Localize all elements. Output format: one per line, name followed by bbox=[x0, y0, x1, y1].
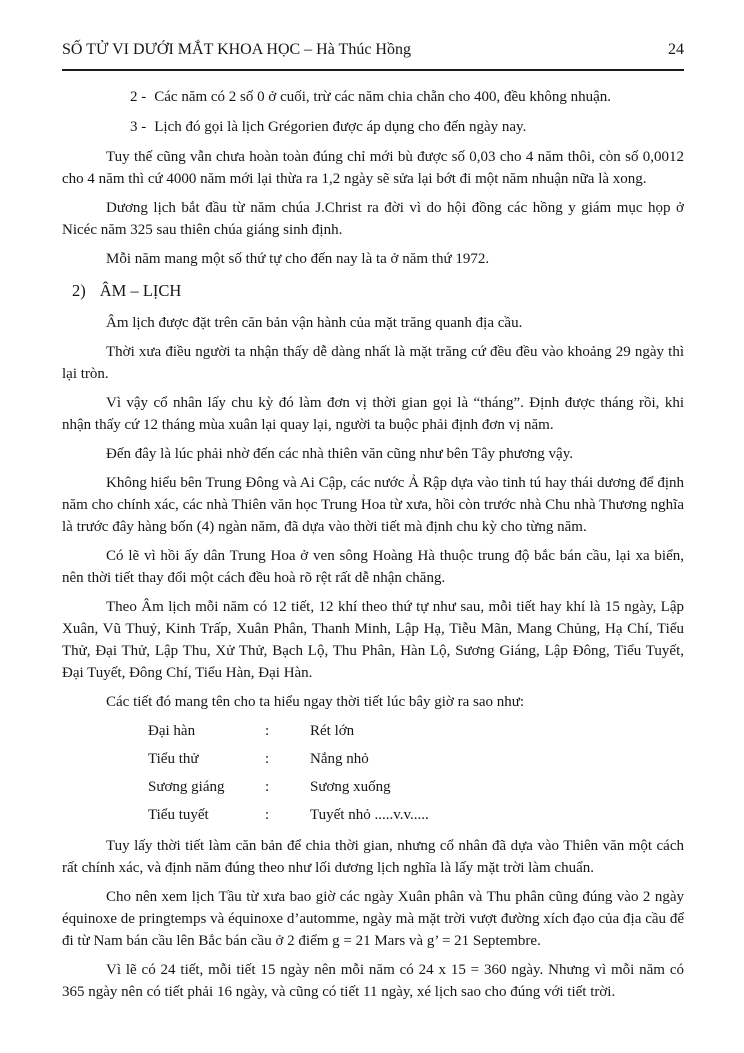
paragraph: Tuy lấy thời tiết làm căn bản để chia thời gian, nhưng cổ nhân đã dựa vào Thiên văn một cách rất chính xác, và định năm đúng theo như lối dương lịch nghĩa là lấy mặt trời làm chuẩn. bbox=[62, 838, 684, 876]
term-label: Sương giáng bbox=[148, 779, 225, 795]
paragraph: Vì vậy cổ nhân lấy chu kỳ đó làm đơn vị thời gian gọi là “tháng”. Định được tháng rồi, khi nhận thấy cứ 12 tháng mùa xuân lại quay lại, người ta buộc phải định đơn vị năm. bbox=[62, 395, 684, 433]
paragraph: Có lẽ vì hồi ấy dân Trung Hoa ở ven sông Hoàng Hà thuộc trung độ bắc bán cầu, lại xa biển, nên thời tiết thay đổi một cách đều hoà rõ rệt rất dễ nhận chăng. bbox=[62, 548, 684, 586]
colon-separator: : bbox=[265, 751, 270, 767]
term-label: Tiểu thử bbox=[148, 751, 199, 767]
term-label: Đại hàn bbox=[148, 723, 196, 739]
term-definition-list bbox=[148, 720, 684, 826]
section-number: 2) bbox=[72, 281, 86, 300]
list-item-text: Các năm có 2 số 0 ở cuối, trừ các năm chia chẵn cho 400, đều không nhuận. bbox=[154, 89, 612, 105]
list-item-number: 3 - bbox=[130, 119, 147, 135]
term-row bbox=[148, 776, 684, 798]
paragraph: Thời xưa điều người ta nhận thấy dễ dàng nhất là mặt trăng cứ đều đều vào khoảng 29 ngày thì lại tròn. bbox=[62, 344, 684, 382]
paragraph: Đến đây là lúc phải nhờ đến các nhà thiên văn cũng như bên Tây phương vậy. bbox=[106, 446, 573, 462]
section-heading bbox=[72, 280, 684, 302]
paragraph: Vì lẽ có 24 tiết, mỗi tiết 15 ngày nên mỗi năm có 24 x 15 = 360 ngày. Nhưng vì mỗi năm có 365 ngày nên có tiết phải 16 ngày, và cũng có tiết 11 ngày, xé lịch sao cho đúng với tiết trời. bbox=[62, 962, 684, 1000]
list-item bbox=[130, 86, 684, 108]
list-item bbox=[130, 116, 684, 138]
paragraph: Mỗi năm mang một số thứ tự cho đến nay là ta ở năm thứ 1972. bbox=[106, 251, 490, 267]
page-header bbox=[62, 40, 684, 60]
paragraph: Dương lịch bắt đầu từ năm chúa J.Christ ra đời vì do hội đồng các hồng y giám mục họp ở Nicéc năm 325 sau thiên chúa giáng sinh định. bbox=[62, 200, 684, 238]
paragraph: Tuy thế cũng vẫn chưa hoàn toàn đúng chỉ mới bù được số 0,03 cho 4 năm thôi, còn số 0,0012 cho 4 năm thì cứ 4000 năm mới lại thừa ra 1,2 ngày sẽ sửa lại bớt đi một năm nhuận nữa là xong. bbox=[62, 149, 684, 187]
paragraph: Không hiểu bên Trung Đông và Ai Cập, các nước Ả Rập dựa vào tinh tú hay thái dương để định năm cho chính xác, các nhà Thiên văn học Trung Hoa từ xưa, hồi còn trước nhà Chu nhà Thương nghĩa là trước đây hàng bốn (4) ngàn năm, đã dựa vào thời tiết mà định chu kỳ cho từng năm. bbox=[62, 475, 684, 535]
list-item-text: Lịch đó gọi là lịch Grégorien được áp dụng cho đến ngày nay. bbox=[154, 119, 527, 135]
paragraph: Âm lịch được đặt trên căn bản vận hành của mặt trăng quanh địa cầu. bbox=[106, 315, 523, 331]
term-definition: Tuyết nhỏ .....v.v..... bbox=[310, 807, 429, 823]
term-row bbox=[148, 804, 684, 826]
header-title: SỐ TỬ VI DƯỚI MẮT KHOA HỌC – Hà Thúc Hồng bbox=[62, 41, 411, 58]
colon-separator: : bbox=[265, 807, 270, 823]
term-row bbox=[148, 720, 684, 742]
page-number: 24 bbox=[668, 41, 684, 58]
paragraph: Các tiết đó mang tên cho ta hiểu ngay thời tiết lúc bây giờ ra sao như: bbox=[106, 694, 525, 710]
paragraph: Cho nên xem lịch Tầu từ xưa bao giờ các ngày Xuân phân và Thu phân cũng đúng vào 2 ngày équinoxe de pringtemps và équinoxe d’automme, ngày mà mặt trời vượt đường xích đạo của địa cầu để đi từ Nam bán cầu lên Bắc bán cầu ở 2 điểm g = 21 Mars và g’ = 21 Septembre. bbox=[62, 889, 684, 949]
colon-separator: : bbox=[265, 723, 270, 739]
term-definition: Sương xuống bbox=[310, 779, 391, 795]
term-label: Tiểu tuyết bbox=[148, 807, 209, 823]
paragraph: Theo Âm lịch mỗi năm có 12 tiết, 12 khí theo thứ tự như sau, mỗi tiết hay khí là 15 ngày, Lập Xuân, Vũ Thuỷ, Kinh Trấp, Xuân Phân, Thanh Minh, Lập Hạ, Tiễu Mãn, Mang Chủng, Hạ Chí, Tiểu Thử, Đại Thử, Lập Thu, Xử Thử, Bạch Lộ, Thu Phân, Hàn Lộ, Sương Giáng, Lập Đông, Tiểu Tuyết, Đại Tuyết, Đông Chí, Tiểu Hàn, Đại Hàn. bbox=[62, 599, 684, 681]
page-body bbox=[62, 86, 684, 1003]
term-row bbox=[148, 748, 684, 770]
section-title: ÂM – LỊCH bbox=[99, 281, 182, 300]
header-rule bbox=[62, 69, 684, 71]
list-item-number: 2 - bbox=[130, 89, 147, 105]
colon-separator: : bbox=[265, 779, 270, 795]
term-definition: Nắng nhỏ bbox=[310, 751, 369, 767]
term-definition: Rét lớn bbox=[310, 723, 355, 739]
